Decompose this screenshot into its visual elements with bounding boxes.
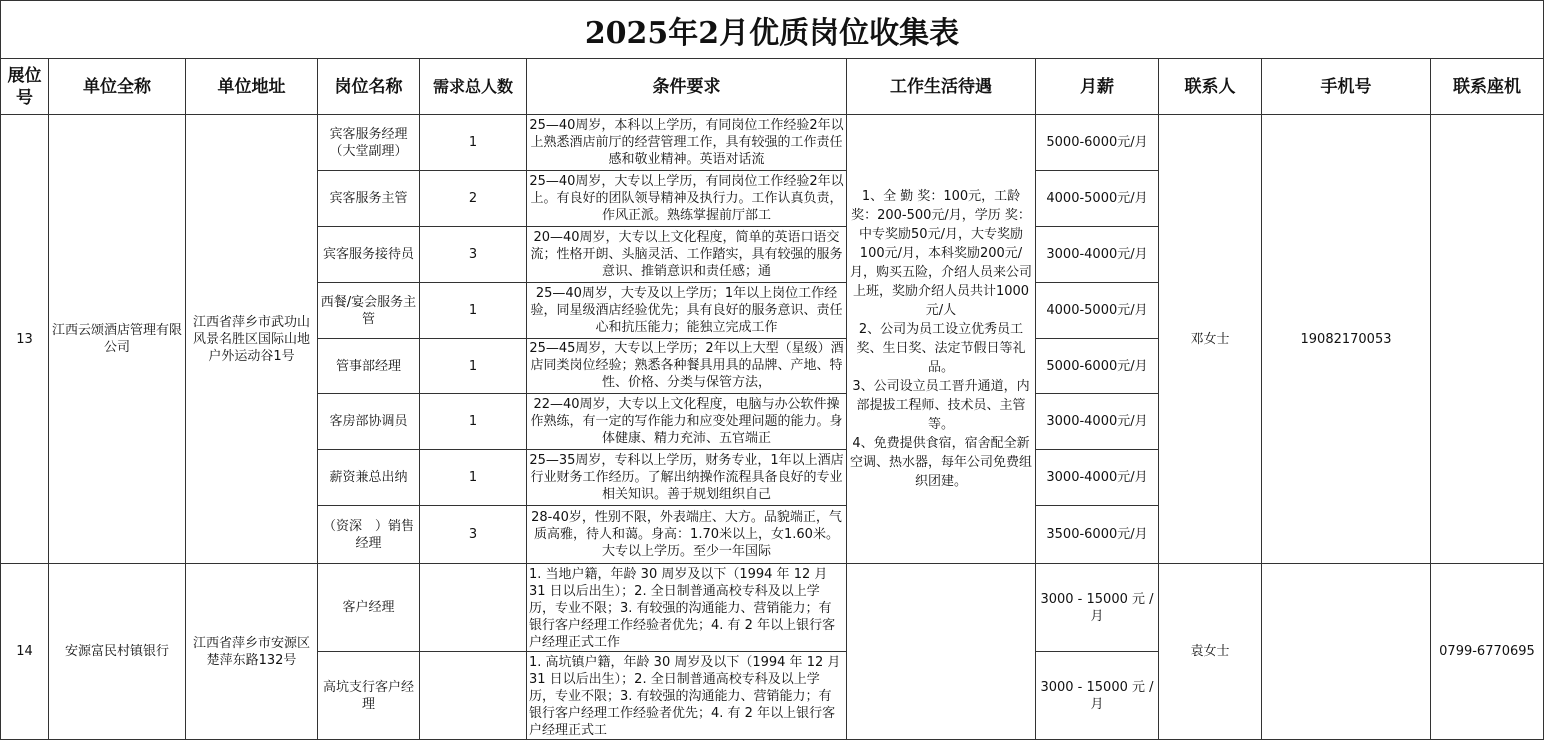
requirement-text: 25—40周岁，大专以上学历，有同岗位工作经验2年以上。有良好的团队领导精神及执行力。工作认真负责，作风正派。熟练掌握前厅部工	[529, 173, 844, 223]
job-table	[0, 58, 1544, 740]
job-requirement-cell	[527, 652, 847, 740]
phone-cell: 19082170053	[1262, 115, 1431, 564]
requirement-text: 25—40周岁，大专及以上学历；1年以上岗位工作经验，同星级酒店经验优先；具有良好的服务意识、责任心和抗压能力；能独立完成工作	[530, 285, 843, 335]
job-title-cell: 宾客服务经理（大堂副理）	[318, 115, 420, 171]
job-count-cell: 1	[420, 394, 527, 450]
salary-cell: 3000-4000元/月	[1036, 227, 1159, 283]
unit-name-cell: 江西云颂酒店管理有限公司	[49, 115, 186, 564]
header-phone: 手机号	[1262, 59, 1431, 115]
job-requirement-cell	[527, 564, 847, 652]
unit-address-cell: 江西省萍乡市安源区楚萍东路132号	[186, 564, 318, 740]
salary-cell: 4000-5000元/月	[1036, 283, 1159, 339]
salary-cell: 3000-4000元/月	[1036, 394, 1159, 450]
job-count-cell	[420, 652, 527, 740]
job-count-cell: 3	[420, 506, 527, 564]
job-requirement-cell	[527, 115, 847, 171]
requirement-text: 1. 高坑镇户籍，年龄 30 周岁及以下（1994 年 12 月 31 日以后出生）；2. 全日制普通高校专科及以上学历，专业不限；3. 有较强的沟通能力、营销能力；有银行客户经理工作经验者优先；4. 有 2 年以上银行客户经理正式工	[529, 654, 841, 738]
job-count-cell: 1	[420, 339, 527, 394]
job-requirement-cell	[527, 339, 847, 394]
job-requirement-cell	[527, 450, 847, 506]
booth-cell: 13	[1, 115, 49, 564]
requirement-text: 22—40周岁，大专以上文化程度，电脑与办公软件操作熟练，有一定的写作能力和应变处理问题的能力。身体健康、精力充沛、五官端正	[530, 396, 843, 446]
job-title-cell: 客户经理	[318, 564, 420, 652]
job-count-cell: 1	[420, 450, 527, 506]
job-count-cell: 3	[420, 227, 527, 283]
header-salary: 月薪	[1036, 59, 1159, 115]
booth-cell: 14	[1, 564, 49, 740]
job-title-cell: 高坑支行客户经理	[318, 652, 420, 740]
header-benefits: 工作生活待遇	[847, 59, 1036, 115]
header-row	[1, 59, 1544, 115]
salary-cell: 5000-6000元/月	[1036, 339, 1159, 394]
landline-cell	[1431, 115, 1544, 564]
job-requirement-cell	[527, 506, 847, 564]
unit-name-cell: 安源富民村镇银行	[49, 564, 186, 740]
benefits-text: 1、全 勤 奖：100元，工龄 奖：200-500元/月，学历 奖：中专奖励50元/月，大专奖励100元/月，本科奖励200元/月，购买五险，介绍人员来公司上班，奖励介绍人员共计1000元/人 2、公司为员工设立优秀员工奖、生日奖、法定节假日等礼品。 3、公司设立员工晋升通道，内部提拔工程师、技术员、主管等。 4、免费提供食宿，宿舍配全新空调、热水器，每年公司免费组织团建。	[849, 189, 1032, 489]
job-requirement-cell	[527, 171, 847, 227]
salary-cell: 3000-4000元/月	[1036, 450, 1159, 506]
job-requirement-cell	[527, 227, 847, 283]
requirement-text: 1. 当地户籍，年龄 30 周岁及以下（1994 年 12 月 31 日以后出生）；2. 全日制普通高校专科及以上学历，专业不限；3. 有较强的沟通能力、营销能力；有银行客户经理工作经验者优先；4. 有 2 年以上银行客户经理正式工作	[529, 566, 836, 650]
job-title-cell: 管事部经理	[318, 339, 420, 394]
job-count-cell: 1	[420, 115, 527, 171]
salary-cell: 4000-5000元/月	[1036, 171, 1159, 227]
salary-cell: 5000-6000元/月	[1036, 115, 1159, 171]
job-requirement-cell	[527, 283, 847, 339]
job-title-cell: （资深 ）销售经理	[318, 506, 420, 564]
requirement-text: 20—40周岁，大专以上文化程度，简单的英语口语交流；性格开朗、头脑灵活、工作踏实，具有较强的服务意识、推销意识和责任感；通	[530, 229, 843, 279]
job-title-cell: 客房部协调员	[318, 394, 420, 450]
job-requirement-cell	[527, 394, 847, 450]
header-landline: 联系座机	[1431, 59, 1544, 115]
table-row	[1, 115, 1544, 171]
sheet-title: 2025年2月优质岗位收集表	[0, 0, 1544, 59]
header-booth: 展位号	[1, 59, 49, 115]
benefits-cell	[847, 564, 1036, 740]
unit-address-cell: 江西省萍乡市武功山风景名胜区国际山地户外运动谷1号	[186, 115, 318, 564]
phone-cell	[1262, 564, 1431, 740]
landline-cell: 0799-6770695	[1431, 564, 1544, 740]
contact-cell: 邓女士	[1159, 115, 1262, 564]
salary-cell: 3000 - 15000 元 / 月	[1036, 564, 1159, 652]
job-title-cell: 宾客服务接待员	[318, 227, 420, 283]
requirement-text: 28-40岁，性别不限，外表端庄、大方。品貌端正，气质高雅，待人和蔼。身高：1.70米以上，女1.60米。大专以上学历。至少一年国际	[531, 509, 842, 559]
job-count-cell: 1	[420, 283, 527, 339]
job-title-cell: 西餐/宴会服务主管	[318, 283, 420, 339]
job-title-cell: 宾客服务主管	[318, 171, 420, 227]
job-title-cell: 薪资兼总出纳	[318, 450, 420, 506]
salary-cell: 3000 - 15000 元 / 月	[1036, 652, 1159, 740]
requirement-text: 25—45周岁，大专以上学历；2年以上大型（星级）酒店同类岗位经验；熟悉各种餐具用具的品牌、产地、特性、价格、分类与保管方法，	[529, 341, 844, 390]
header-requirements: 条件要求	[527, 59, 847, 115]
header-unit-address: 单位地址	[186, 59, 318, 115]
requirement-text: 25—35周岁，专科以上学历，财务专业，1年以上酒店行业财务工作经历。了解出纳操作流程具备良好的专业相关知识。善于规划组织自己	[529, 452, 844, 502]
header-count: 需求总人数	[420, 59, 527, 115]
header-job-title: 岗位名称	[318, 59, 420, 115]
job-count-cell	[420, 564, 527, 652]
header-contact: 联系人	[1159, 59, 1262, 115]
benefits-cell	[847, 115, 1036, 564]
requirement-text: 25—40周岁，本科以上学历，有同岗位工作经验2年以上熟悉酒店前厅的经营管理工作，具有较强的工作责任感和敬业精神。英语对话流	[529, 117, 844, 167]
job-count-cell: 2	[420, 171, 527, 227]
table-row	[1, 564, 1544, 652]
salary-cell: 3500-6000元/月	[1036, 506, 1159, 564]
contact-cell: 袁女士	[1159, 564, 1262, 740]
header-unit-name: 单位全称	[49, 59, 186, 115]
